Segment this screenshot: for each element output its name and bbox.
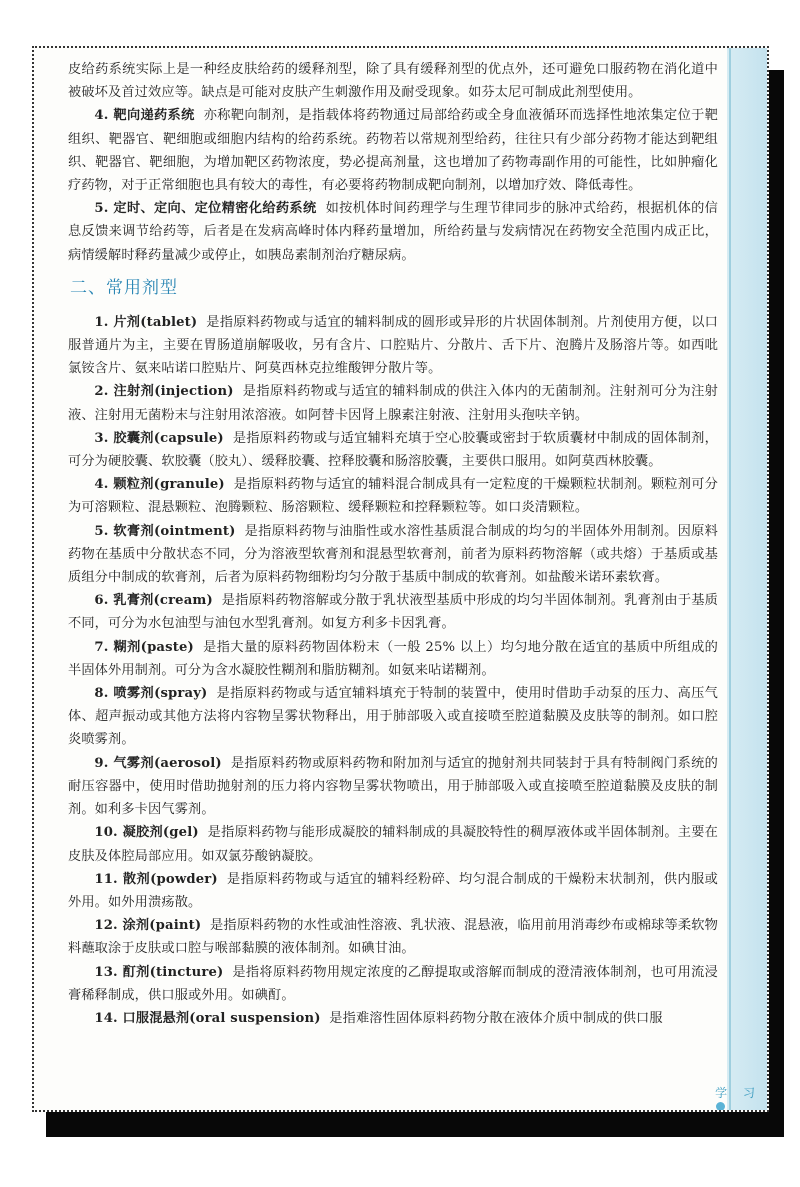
dosage-form-text: 是指原料药物或与适宜的辅料制成的供注入体内的无菌制剂。注射剂可分为注射液、注射用无菌粉末与注射用浓溶液。如阿替卡因肾上腺素注射液、注射用头孢呋辛钠。 bbox=[68, 384, 718, 423]
top-paragraph: 皮给药系统实际上是一种经皮肤给药的缓释剂型，除了具有缓释剂型的优点外，还可避免口服药物在消化道中被破坏及首过效应等。缺点是可能对皮肤产生刺激作用及耐受现象。如芬太尼可制成此剂型使用。 bbox=[68, 62, 718, 101]
dosage-form-text: 是指原料药物或原料药物和附加剂与适宜的抛射剂共同装封于具有特制阀门系统的耐压容器中，使用时借助抛射剂的压力将内容物呈雾状物喷出，用于肺部吸入或直接喷至腔道黏膜及皮肤的制剂。如利多卡因气雾剂。 bbox=[68, 755, 718, 818]
dosage-form-heading: 11. 散剂(powder) bbox=[94, 871, 218, 887]
dosage-form-text: 是指原料药物或与适宜的辅料制成的圆形或异形的片状固体制剂。片剂使用方便，以口服普通片为主，主要在胃肠道崩解吸收，另有含片、口腔贴片、分散片、舌下片、泡腾片及肠溶片等。如西吡氯铵含片、氨来呫诺口腔贴片、阿莫西林克拉维酸钾分散片等。 bbox=[68, 314, 719, 377]
page-shadow-bottom bbox=[46, 1112, 784, 1137]
dosage-form-text: 是指难溶性固体原料药物分散在液体介质中制成的供口服 bbox=[329, 1010, 663, 1026]
margin-rule bbox=[729, 48, 731, 1110]
dosage-form-text: 是指原料药物或与适宜的辅料经粉碎、均匀混合制成的干燥粉末状制剂，供内服或外用。如外用溃疡散。 bbox=[68, 871, 718, 910]
margin-label: 学 习 bbox=[715, 1086, 761, 1100]
section-5-paragraph bbox=[68, 197, 718, 267]
dosage-form-entry bbox=[68, 520, 718, 590]
section-4-paragraph bbox=[68, 104, 718, 197]
dosage-form-heading: 6. 乳膏剂(cream) bbox=[94, 593, 213, 609]
page-shadow-right bbox=[768, 70, 784, 1137]
dosage-form-heading: 10. 凝胶剂(gel) bbox=[94, 825, 199, 841]
dosage-form-text: 是指原料药物或与适宜辅料填充于特制的装置中，使用时借助手动泵的压力、高压气体、超声振动或其他方法将内容物呈雾状物释出，用于肺部吸入或直接喷至腔道黏膜及皮肤等的制剂。如口腔炎喷雾剂。 bbox=[68, 686, 719, 748]
margin-dot-icon bbox=[716, 1102, 725, 1111]
dosage-form-heading: 12. 涂剂(paint) bbox=[94, 918, 202, 934]
dosage-form-heading: 7. 糊剂(paste) bbox=[94, 639, 194, 655]
dosage-form-text: 是指原料药物与能形成凝胶的辅料制成的具凝胶特性的稠厚液体或半固体制剂。主要在皮肤及体腔局部应用。如双氯芬酸钠凝胶。 bbox=[68, 825, 719, 864]
dosage-form-text: 是指原料药物的水性或油性溶液、乳状液、混悬液，临用前用消毒纱布或棉球等柔软物料蘸取涂于皮肤或口腔与喉部黏膜的液体制剂。如碘甘油。 bbox=[68, 918, 718, 957]
dosage-form-entry bbox=[68, 1007, 718, 1030]
dosage-form-entry bbox=[68, 311, 718, 381]
dosage-form-text: 是指原料药物或与适宜辅料充填于空心胶囊或密封于软质囊材中制成的固体制剂，可分为硬胶囊、软胶囊（胶丸）、缓释胶囊、控释胶囊和肠溶胶囊，主要供口服用。如阿莫西林胶囊。 bbox=[68, 430, 719, 470]
page-content bbox=[68, 58, 718, 1030]
dosage-form-entry bbox=[68, 752, 718, 822]
dosage-form-heading: 3. 胶囊剂(capsule) bbox=[94, 430, 224, 446]
dosage-form-entry bbox=[68, 682, 718, 752]
dosage-form-text: 是指将原料药物用规定浓度的乙醇提取或溶解而制成的澄清液体制剂，也可用流浸膏稀释制成，供口服或外用。如碘酊。 bbox=[68, 964, 718, 1003]
dosage-form-heading: 2. 注射剂(injection) bbox=[94, 384, 234, 400]
section-4-text: 亦称靶向制剂，是指载体将药物通过局部给药或全身血液循环而选择性地浓集定位于靶组织、靶器官、靶细胞或细胞内结构的给药系统。药物若以常规剂型给药，往往只有少部分药物才能达到靶组织、靶器官、靶细胞，为增加靶区药物浓度，势必提高剂量，这也增加了药物毒副作用的可能性，比如肿瘤化疗药物，对于正常细胞也具有较大的毒性，有必要将药物制成靶向制剂，以增加疗效、降低毒性。 bbox=[68, 108, 718, 194]
dosage-form-entry bbox=[68, 914, 718, 960]
dosage-form-entry bbox=[68, 473, 718, 519]
dosage-form-heading: 14. 口服混悬剂(oral suspension) bbox=[94, 1010, 321, 1026]
book-page bbox=[32, 46, 769, 1112]
section-5-text: 如按机体时间药理学与生理节律同步的脉冲式给药，根据机体的信息反馈来调节给药等，后者是在发病高峰时体内释药量增加，所给药量与发病情况在药物安全范围内成正比，病情缓解时释药量减少或停止，如胰岛素制剂治疗糖尿病。 bbox=[68, 201, 718, 263]
dosage-form-entry bbox=[68, 821, 718, 867]
dosage-form-heading: 9. 气雾剂(aerosol) bbox=[94, 755, 222, 771]
margin-band bbox=[727, 48, 767, 1110]
dosage-form-heading: 8. 喷雾剂(spray) bbox=[94, 686, 208, 702]
dosage-form-text: 是指大量的原料药物固体粉末（一般 25% 以上）均匀地分散在适宜的基质中所组成的半固体外用制剂。可分为含水凝胶性糊剂和脂肪糊剂。如氨来呫诺糊剂。 bbox=[68, 639, 719, 678]
dosage-form-entry bbox=[68, 868, 718, 914]
dosage-form-entry bbox=[68, 427, 718, 473]
dosage-form-entry bbox=[68, 380, 718, 426]
dosage-form-heading: 1. 片剂(tablet) bbox=[94, 314, 198, 330]
section-title: 二、常用剂型 bbox=[70, 277, 178, 298]
section-5-heading: 5. 定时、定向、定位精密化给药系统 bbox=[94, 201, 317, 217]
dosage-form-heading: 13. 酊剂(tincture) bbox=[94, 964, 224, 980]
dosage-form-entry bbox=[68, 961, 718, 1007]
dosage-form-heading: 4. 颗粒剂(granule) bbox=[94, 477, 225, 493]
dosage-form-heading: 5. 软膏剂(ointment) bbox=[94, 523, 236, 539]
dosage-form-entry bbox=[68, 589, 718, 635]
dosage-form-text: 是指原料药物与适宜的辅料混合制成具有一定粒度的干燥颗粒状制剂。颗粒剂可分为可溶颗粒、混悬颗粒、泡腾颗粒、肠溶颗粒、缓释颗粒和控释颗粒等。如口炎清颗粒。 bbox=[68, 477, 718, 516]
dosage-form-text: 是指原料药物溶解或分散于乳状液型基质中形成的均匀半固体制剂。乳膏剂由于基质不同，可分为水包油型与油包水型乳膏剂。如复方利多卡因乳膏。 bbox=[68, 593, 719, 632]
dosage-form-entry bbox=[68, 636, 718, 682]
section-4-heading: 4. 靶向递药系统 bbox=[94, 108, 195, 124]
dosage-form-text: 是指原料药物与油脂性或水溶性基质混合制成的均匀的半固体外用制剂。因原料药物在基质中分散状态不同，分为溶液型软膏剂和混悬型软膏剂，前者为原料药物溶解（或共熔）于基质或基质组分中制成的软膏剂，后者为原料药物细粉均匀分散于基质中制成的软膏剂。如盐酸米诺环素软膏。 bbox=[68, 523, 718, 586]
